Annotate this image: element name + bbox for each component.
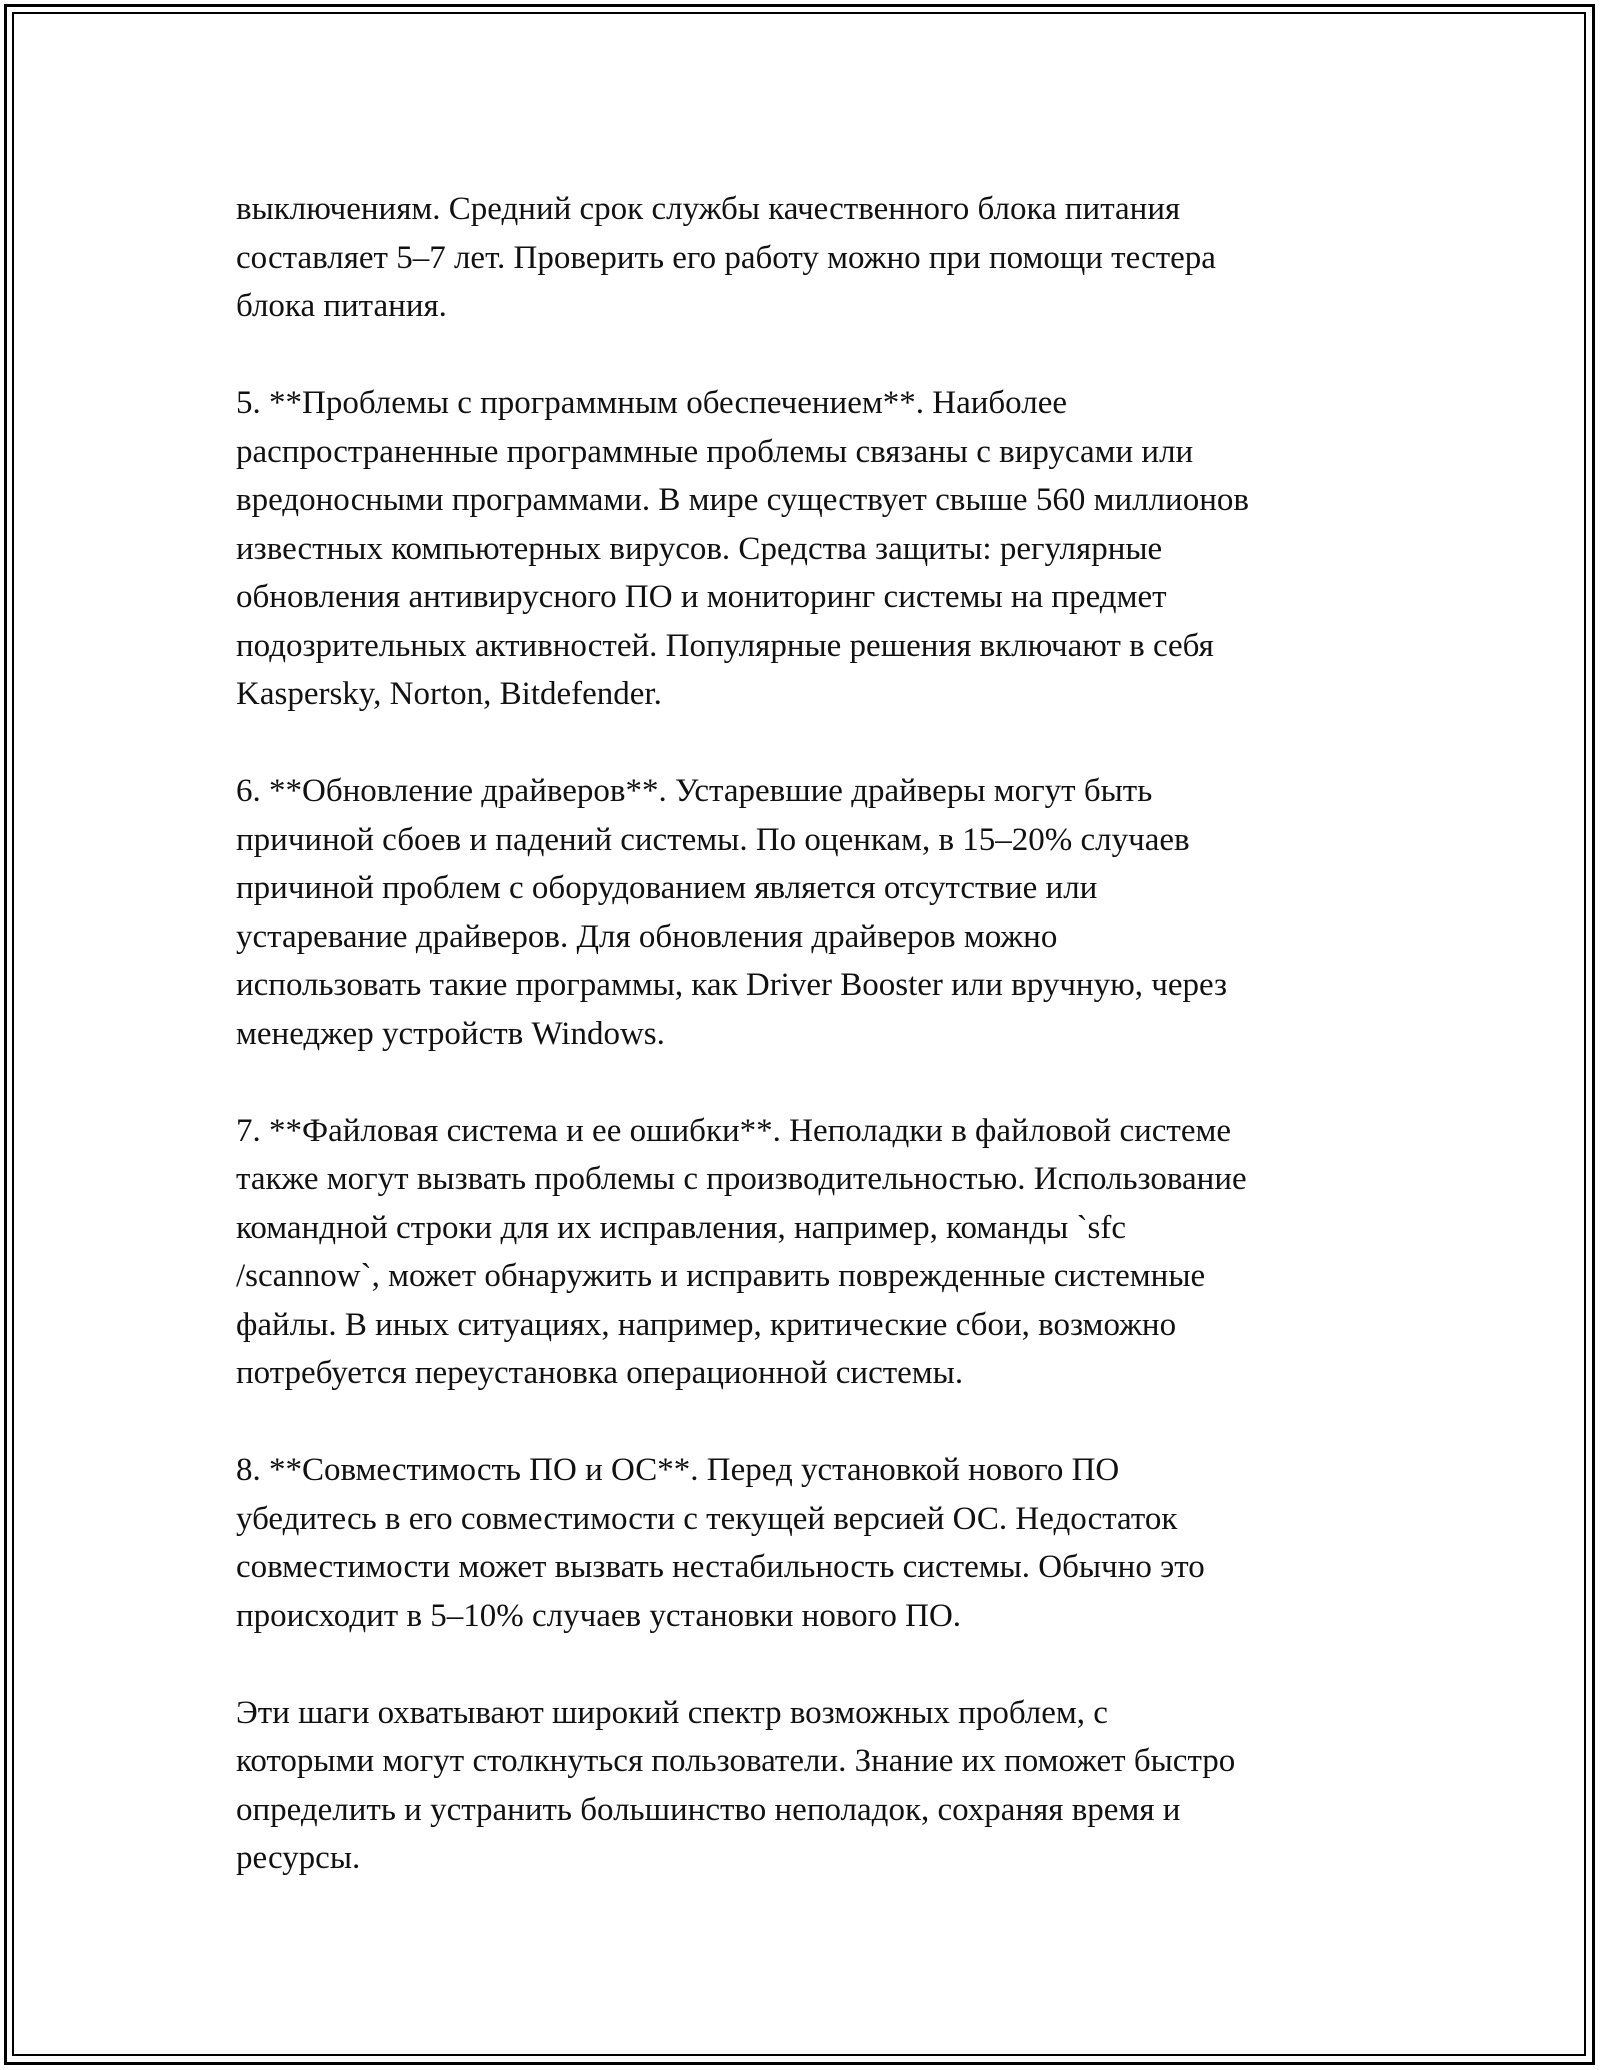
paragraph-power-supply-continuation: выключениям. Средний срок службы качественного блока питания составляет 5–7 лет. Проверить его работу можно при помощи тестера блока питания. — [236, 191, 1216, 324]
document-body — [236, 185, 1376, 1883]
paragraph-software-os-compatibility: 8. **Совместимость ПО и ОС**. Перед установкой нового ПО убедитесь в его совместимости с текущей версией ОС. Недостаток совместимости может вызвать нестабильность системы. Обычно это происходит в 5–10% случаев установки нового ПО. — [236, 1452, 1205, 1634]
paragraph-file-system-errors: 7. **Файловая система и ее ошибки**. Неполадки в файловой системе также могут вызвать проблемы с производительностью. Использование командной строки для их исправления, например, команды `sfc /scannow`, может обнаружить и исправить поврежденные системные файлы. В иных ситуациях, например, критические сбои, возможно потребуется переустановка операционной системы. — [236, 1112, 1247, 1391]
paragraph-driver-updates: 6. **Обновление драйверов**. Устаревшие драйверы могут быть причиной сбоев и падений системы. По оценкам, в 15–20% случаев причиной проблем с оборудованием является отсутствие или устаревание драйверов. Для обновления драйверов можно использовать такие программы, как Driver Booster или вручную, через менеджер устройств Windows. — [236, 773, 1228, 1052]
paragraph-conclusion: Эти шаги охватывают широкий спектр возможных проблем, с которыми могут столкнуться пользователи. Знание их поможет быстро определить и устранить большинство неполадок, сохраняя время и ресурсы. — [236, 1694, 1236, 1876]
paragraph-software-problems: 5. **Проблемы с программным обеспечением**. Наиболее распространенные программные проблемы связаны с вирусами или вредоносными программами. В мире существует свыше 560 миллионов известных компьютерных вирусов. Средства защиты: регулярные обновления антивирусного ПО и мониторинг системы на предмет подозрительных активностей. Популярные решения включают в себя Kaspersky, Norton, Bitdefender. — [236, 385, 1249, 712]
